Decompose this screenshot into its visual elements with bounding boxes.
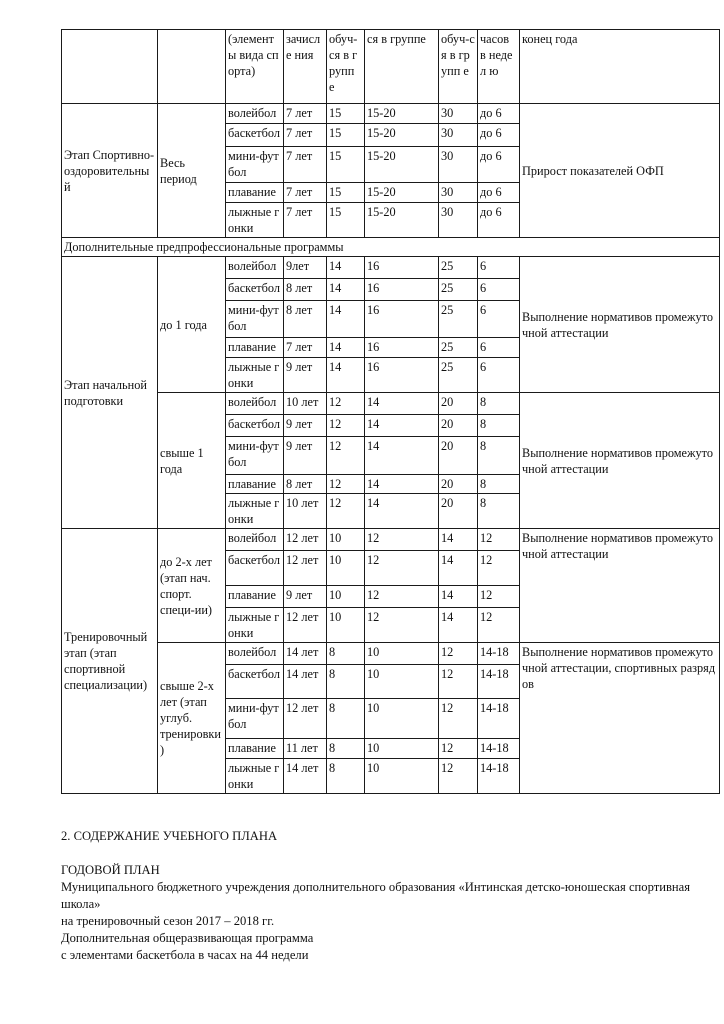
requirement-cell: Выполнение нормативов промежуточной аттестации: [520, 393, 720, 529]
sport-cell: баскетбол: [226, 665, 284, 699]
min-group-cell: 8: [327, 665, 365, 699]
sport-cell: волейбол: [226, 393, 284, 415]
sport-cell: баскетбол: [226, 124, 284, 147]
max-group-cell: 25: [439, 301, 478, 338]
min-group-cell: 15: [327, 124, 365, 147]
period-cell: свыше 2-х лет (этап углуб. тренировки): [158, 643, 226, 794]
age-cell: 7 лет: [284, 183, 327, 203]
optimal-group-cell: 16: [365, 257, 439, 279]
max-group-cell: 12: [439, 699, 478, 739]
age-cell: 14 лет: [284, 759, 327, 794]
age-cell: 7 лет: [284, 203, 327, 238]
sport-cell: баскетбол: [226, 279, 284, 301]
max-group-cell: 14: [439, 608, 478, 643]
header-max-cell: обуч-ся в групп е: [439, 30, 478, 104]
hours-cell: 14-18: [478, 759, 520, 794]
hours-cell: 8: [478, 415, 520, 437]
period-cell: до 2-х лет (этап нач. спорт. специ-ии): [158, 529, 226, 643]
hours-cell: 14-18: [478, 665, 520, 699]
min-group-cell: 12: [327, 415, 365, 437]
min-group-cell: 8: [327, 739, 365, 759]
age-cell: 7 лет: [284, 338, 327, 358]
hours-cell: 8: [478, 437, 520, 475]
sport-cell: баскетбол: [226, 415, 284, 437]
max-group-cell: 12: [439, 759, 478, 794]
min-group-cell: 14: [327, 358, 365, 393]
min-group-cell: 12: [327, 494, 365, 529]
period-cell: Весь период: [158, 104, 226, 238]
optimal-group-cell: 14: [365, 475, 439, 494]
sport-cell: плавание: [226, 338, 284, 358]
hours-cell: 12: [478, 529, 520, 551]
max-group-cell: 25: [439, 358, 478, 393]
min-group-cell: 14: [327, 338, 365, 358]
header-period-cell: [158, 30, 226, 104]
optimal-group-cell: 16: [365, 301, 439, 338]
program-line: Дополнительная общеразвивающая программа: [61, 931, 314, 945]
sport-cell: волейбол: [226, 104, 284, 124]
max-group-cell: 14: [439, 551, 478, 586]
header-age-cell: зачисл е ния: [284, 30, 327, 104]
optimal-group-cell: 12: [365, 586, 439, 608]
min-group-cell: 12: [327, 437, 365, 475]
min-group-cell: 10: [327, 551, 365, 586]
optimal-group-cell: 10: [365, 759, 439, 794]
age-cell: 7 лет: [284, 124, 327, 147]
optimal-group-cell: 14: [365, 437, 439, 475]
table-row: [62, 104, 720, 124]
sport-cell: лыжные гонки: [226, 608, 284, 643]
hours-cell: 14-18: [478, 643, 520, 665]
min-group-cell: 15: [327, 104, 365, 124]
age-cell: 9 лет: [284, 437, 327, 475]
optimal-group-cell: 16: [365, 338, 439, 358]
age-cell: 9 лет: [284, 358, 327, 393]
hours-cell: до 6: [478, 104, 520, 124]
stage-cell: Этап Спортивно-оздоровительный: [62, 104, 158, 238]
header-requirement-cell: конец года: [520, 30, 720, 104]
hours-cell: до 6: [478, 183, 520, 203]
header-hours-cell: часов в недел ю: [478, 30, 520, 104]
table-row: [62, 257, 720, 279]
age-cell: 9лет: [284, 257, 327, 279]
min-group-cell: 14: [327, 257, 365, 279]
optimal-group-cell: 10: [365, 739, 439, 759]
table-row: [62, 529, 720, 551]
max-group-cell: 30: [439, 104, 478, 124]
sport-cell: лыжные гонки: [226, 759, 284, 794]
sport-cell: плавание: [226, 183, 284, 203]
optimal-group-cell: 16: [365, 279, 439, 301]
hours-line: с элементами баскетбола в часах на 44 недели: [61, 948, 309, 962]
max-group-cell: 14: [439, 586, 478, 608]
hours-cell: 12: [478, 551, 520, 586]
sport-cell: мини-футбол: [226, 437, 284, 475]
section-title: 2. СОДЕРЖАНИЕ УЧЕБНОГО ПЛАНА: [61, 829, 278, 843]
max-group-cell: 14: [439, 529, 478, 551]
sport-cell: плавание: [226, 739, 284, 759]
hours-cell: 6: [478, 358, 520, 393]
header-optimal-cell: ся в группе: [365, 30, 439, 104]
min-group-cell: 15: [327, 147, 365, 183]
sport-cell: волейбол: [226, 257, 284, 279]
hours-cell: 12: [478, 608, 520, 643]
age-cell: 8 лет: [284, 279, 327, 301]
hours-cell: до 6: [478, 124, 520, 147]
table-row: [62, 393, 720, 415]
hours-cell: 8: [478, 393, 520, 415]
table-row: [62, 643, 720, 665]
max-group-cell: 25: [439, 338, 478, 358]
min-group-cell: 15: [327, 203, 365, 238]
sport-cell: лыжные гонки: [226, 358, 284, 393]
hours-cell: 8: [478, 494, 520, 529]
min-group-cell: 12: [327, 475, 365, 494]
stage-cell: Тренировочный этап (этап спортивной специализации): [62, 529, 158, 794]
section-title-cell: Дополнительные предпрофессиональные программы: [62, 238, 720, 257]
age-cell: 8 лет: [284, 475, 327, 494]
age-cell: 12 лет: [284, 699, 327, 739]
stage-cell: Этап начальной подготовки: [62, 257, 158, 529]
sport-cell: плавание: [226, 475, 284, 494]
min-group-cell: 12: [327, 393, 365, 415]
max-group-cell: 20: [439, 437, 478, 475]
optimal-group-cell: 15-20: [365, 203, 439, 238]
min-group-cell: 8: [327, 699, 365, 739]
sport-cell: мини-футбол: [226, 699, 284, 739]
sport-cell: лыжные гонки: [226, 494, 284, 529]
hours-cell: 12: [478, 586, 520, 608]
optimal-group-cell: 10: [365, 699, 439, 739]
age-cell: 10 лет: [284, 393, 327, 415]
optimal-group-cell: 10: [365, 643, 439, 665]
max-group-cell: 12: [439, 739, 478, 759]
hours-cell: до 6: [478, 203, 520, 238]
age-cell: 12 лет: [284, 608, 327, 643]
age-cell: 9 лет: [284, 415, 327, 437]
section-row: [62, 238, 720, 257]
sport-cell: волейбол: [226, 643, 284, 665]
sport-cell: баскетбол: [226, 551, 284, 586]
min-group-cell: 8: [327, 759, 365, 794]
min-group-cell: 14: [327, 279, 365, 301]
hours-cell: 8: [478, 475, 520, 494]
age-cell: 7 лет: [284, 147, 327, 183]
header-row: [62, 30, 720, 104]
hours-cell: 14-18: [478, 739, 520, 759]
age-cell: 7 лет: [284, 104, 327, 124]
max-group-cell: 20: [439, 393, 478, 415]
optimal-group-cell: 10: [365, 665, 439, 699]
min-group-cell: 15: [327, 183, 365, 203]
hours-cell: 14-18: [478, 699, 520, 739]
hours-cell: 6: [478, 301, 520, 338]
age-cell: 14 лет: [284, 643, 327, 665]
requirement-cell: Выполнение нормативов промежуточной аттестации, спортивных разрядов: [520, 643, 720, 794]
min-group-cell: 10: [327, 586, 365, 608]
optimal-group-cell: 14: [365, 393, 439, 415]
max-group-cell: 20: [439, 415, 478, 437]
min-group-cell: 14: [327, 301, 365, 338]
training-plan-table: [61, 29, 720, 794]
optimal-group-cell: 15-20: [365, 104, 439, 124]
sport-cell: мини-футбол: [226, 147, 284, 183]
age-cell: 12 лет: [284, 529, 327, 551]
min-group-cell: 10: [327, 529, 365, 551]
optimal-group-cell: 16: [365, 358, 439, 393]
sport-cell: плавание: [226, 586, 284, 608]
age-cell: 14 лет: [284, 665, 327, 699]
optimal-group-cell: 12: [365, 551, 439, 586]
max-group-cell: 20: [439, 494, 478, 529]
optimal-group-cell: 14: [365, 494, 439, 529]
season-line: на тренировочный сезон 2017 – 2018 гг.: [61, 914, 275, 928]
header-stage-cell: [62, 30, 158, 104]
optimal-group-cell: 15-20: [365, 124, 439, 147]
institution-line: Муниципального бюджетного учреждения дополнительного образования «Интинская детско-юношеская спортивная школа»: [61, 880, 691, 911]
requirement-cell: Выполнение нормативов промежуточной аттестации: [520, 529, 720, 643]
min-group-cell: 8: [327, 643, 365, 665]
max-group-cell: 12: [439, 665, 478, 699]
min-group-cell: 10: [327, 608, 365, 643]
max-group-cell: 25: [439, 279, 478, 301]
optimal-group-cell: 12: [365, 529, 439, 551]
age-cell: 10 лет: [284, 494, 327, 529]
age-cell: 12 лет: [284, 551, 327, 586]
hours-cell: до 6: [478, 147, 520, 183]
age-cell: 11 лет: [284, 739, 327, 759]
max-group-cell: 25: [439, 257, 478, 279]
requirement-cell: Выполнение нормативов промежуточной аттестации: [520, 257, 720, 393]
max-group-cell: 30: [439, 124, 478, 147]
sport-cell: волейбол: [226, 529, 284, 551]
header-sport-cell: (элемент ы вида спорта): [226, 30, 284, 104]
max-group-cell: 20: [439, 475, 478, 494]
section2-text: [61, 828, 716, 964]
period-cell: свыше 1 года: [158, 393, 226, 529]
table-body: [62, 30, 720, 794]
optimal-group-cell: 15-20: [365, 147, 439, 183]
hours-cell: 6: [478, 338, 520, 358]
max-group-cell: 30: [439, 147, 478, 183]
optimal-group-cell: 14: [365, 415, 439, 437]
optimal-group-cell: 15-20: [365, 183, 439, 203]
plan-title: ГОДОВОЙ ПЛАН: [61, 863, 160, 877]
sport-cell: лыжные гонки: [226, 203, 284, 238]
sport-cell: мини-футбол: [226, 301, 284, 338]
requirement-cell: Прирост показателей ОФП: [520, 104, 720, 238]
age-cell: 9 лет: [284, 586, 327, 608]
header-min-cell: обуч-ся в групп е: [327, 30, 365, 104]
period-cell: до 1 года: [158, 257, 226, 393]
age-cell: 8 лет: [284, 301, 327, 338]
optimal-group-cell: 12: [365, 608, 439, 643]
hours-cell: 6: [478, 257, 520, 279]
hours-cell: 6: [478, 279, 520, 301]
max-group-cell: 30: [439, 183, 478, 203]
max-group-cell: 30: [439, 203, 478, 238]
max-group-cell: 12: [439, 643, 478, 665]
